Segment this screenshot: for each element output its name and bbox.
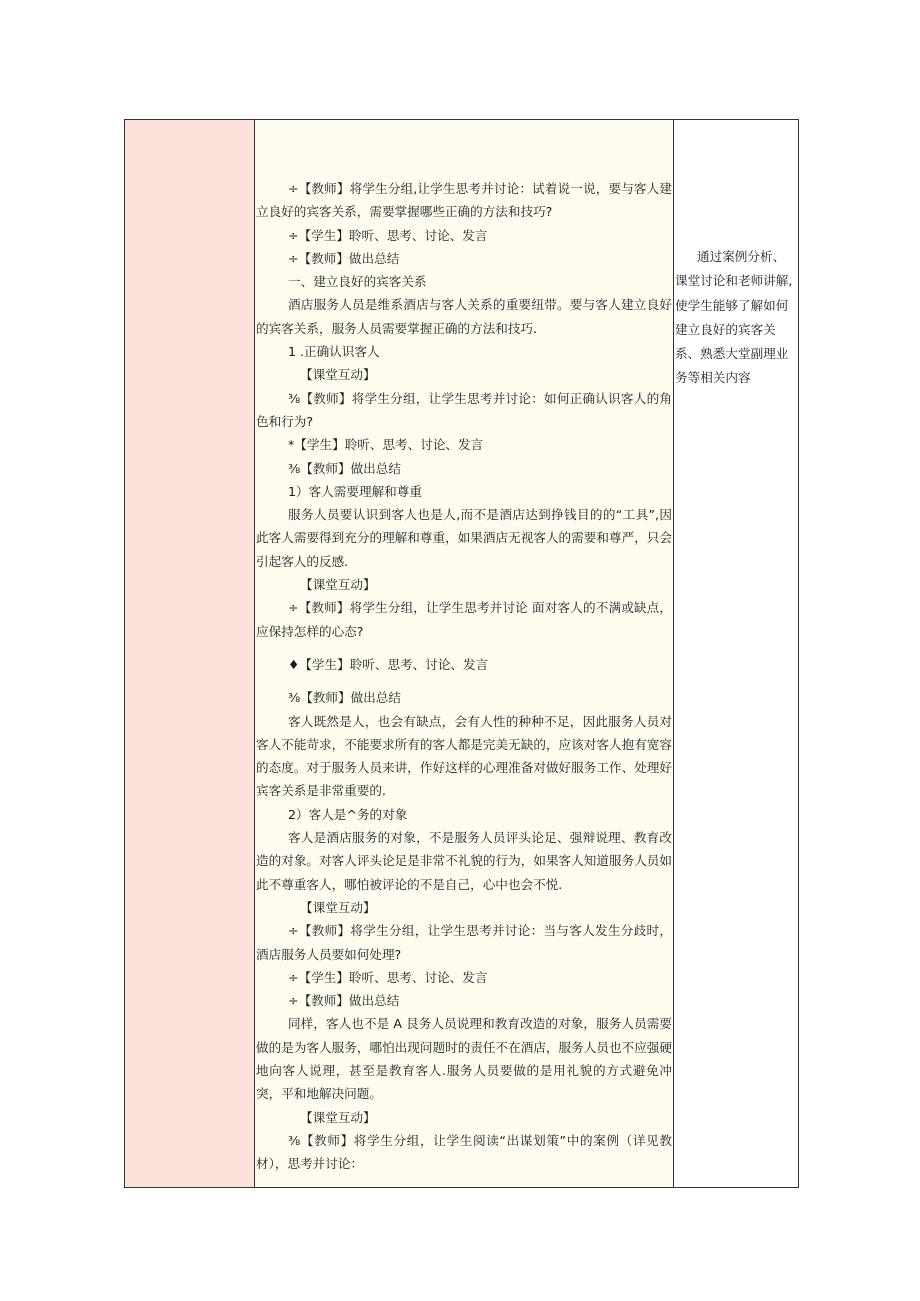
paragraph: 同样，客人也不是 A 艮务人员说理和教育改造的对象，服务人员需要做的是为客人服务，哪怕出现问题时的责任不在酒店，服务人员也不应强硬地向客人说理，甚至是教育客人.服务人员要做的是用礼貌的方式避免冲突，平和地解决问题。 [256, 1016, 672, 1102]
paragraph: ÷【教师】做出总结 [288, 250, 400, 266]
paragraph: *【学生】聆听、思考、讨论、发言 [288, 437, 484, 453]
paragraph: 服务人员要认识到客人也是人,而不是酒店达到挣钱目的的“工具”,因此客人需要得到充分的理解和尊重，如果酒店无视客人的需要和尊严，只会引起客人的反感. [256, 507, 672, 569]
paragraph: 1）客人需要理解和尊重 [288, 483, 422, 499]
lesson-table [124, 119, 799, 1188]
paragraph: ÷【学生】聆听、思考、讨论、发言 [288, 969, 488, 985]
paragraph: ÷【教师】将学生分组，让学生思考并讨论 面对客人的不满或缺点，应保持怎样的心态? [256, 600, 672, 639]
paragraph: ÷【学生】聆听、思考、讨论、发言 [288, 227, 488, 243]
section-heading: 【课堂互动】 [300, 577, 376, 593]
paragraph: ÷【教师】将学生分组，让学生思考并讨论：当与客人发生分歧时，酒店服务人员要如何处理? [256, 923, 672, 962]
objective-note: 通过案例分析、课堂讨论和老师讲解,使学生能够了解如何建立良好的宾客关系、熟悉大堂副理业务等相关内容 [675, 249, 793, 386]
paragraph: 客人既然是人，也会有缺点，会有人性的种种不足，因此服务人员对客人不能苛求，不能要求所有的客人都是完美无缺的，应该对客人抱有宽容的态度。对于服务人员来讲，作好这样的心理准备对做好服务工作、处理好宾客关系是非常重要的. [256, 713, 672, 799]
paragraph: ÷【教师】做出总结 [288, 993, 400, 1009]
paragraph: ÷【教师】将学生分组,让学生思考并讨论：试着说一说，要与客人建立良好的宾客关系，需要掌握哪些正确的方法和技巧? [256, 181, 672, 220]
paragraph: 酒店服务人员是维系酒店与客人关系的重要纽带。要与客人建立良好的宾客关系，服务人员需要掌握正确的方法和技巧. [256, 297, 672, 336]
paragraph: ♦【学生】聆听、思考、讨论、发言 [288, 656, 489, 672]
spacer [256, 643, 672, 653]
section-heading: 【课堂互动】 [300, 367, 376, 383]
paragraph: ⅜【教师】做出总结 [288, 690, 401, 706]
paragraph: 客人是酒店服务的对象，不是服务人员评头论足、强辩说理、教育改造的对象。对客人评头论足是非常不礼貌的行为，如果客人知道服务人员如此不尊重客人，哪怕被评论的不是自己，心中也会不悦. [256, 830, 672, 892]
section-heading: 【课堂互动】 [300, 1109, 376, 1125]
paragraph: ⅜【教师】将学生分组，让学生思考并讨论：如何正确认识客人的角色和行为? [256, 390, 672, 429]
paragraph: 一、建立良好的宾客关系 [288, 274, 427, 290]
content-column [255, 120, 674, 1187]
paragraph: 2）客人是^务的对象 [288, 806, 408, 822]
lesson-content [256, 177, 672, 1175]
paragraph: ⅜【教师】将学生分组，让学生阅读“出谋划策”中的案例（详见教材），思考并讨论： [256, 1132, 672, 1172]
section-heading: 【课堂互动】 [300, 899, 376, 915]
paragraph: 1 .正确认识客人 [288, 344, 380, 360]
objective-column [674, 120, 798, 1187]
paragraph: ⅜【教师】做出总结 [288, 460, 401, 476]
spacer [256, 676, 672, 686]
left-column [125, 120, 255, 1187]
